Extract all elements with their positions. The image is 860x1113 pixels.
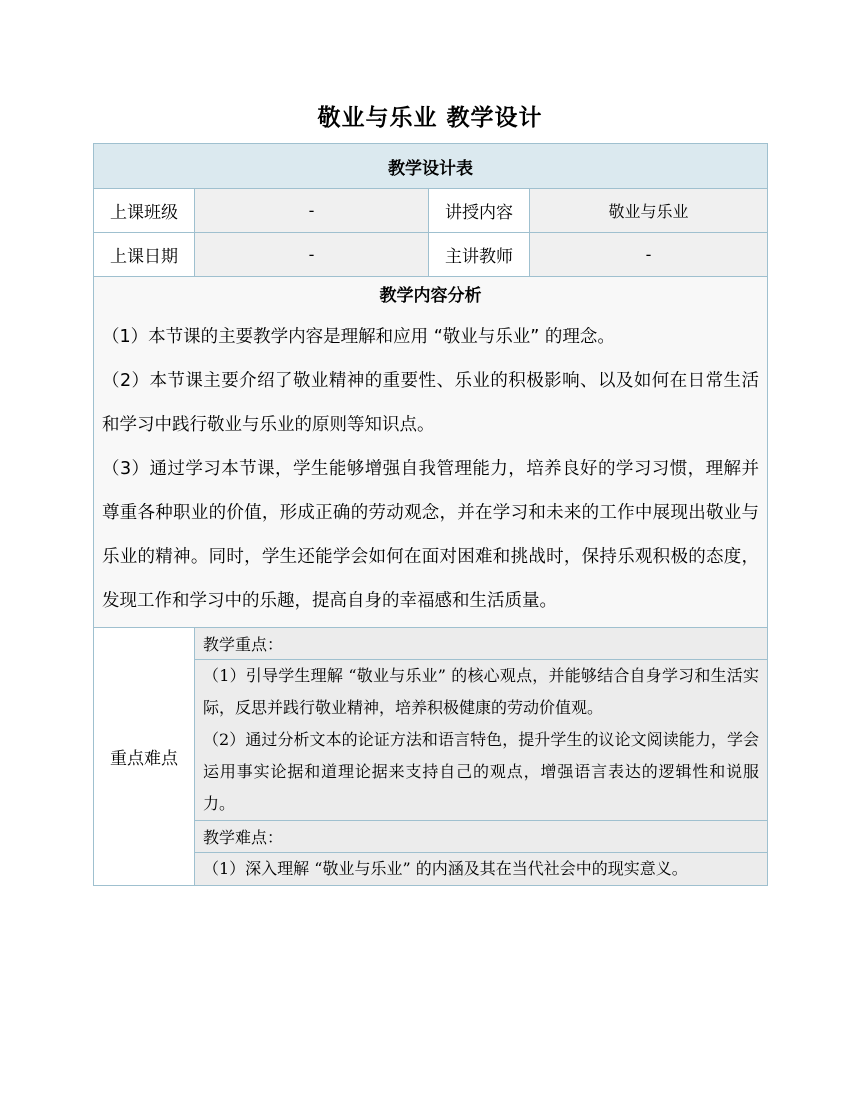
analysis-cell	[94, 277, 768, 628]
table-header: 教学设计表	[94, 144, 768, 189]
focus-title-row	[94, 628, 768, 660]
difficulty-body-row	[94, 853, 768, 886]
table-header-row	[94, 144, 768, 189]
focus-item-1: （1）引导学生理解 “敬业与乐业” 的核心观点，并能够结合自身学习和生活实际，反思并践行敬业精神，培养积极健康的劳动价值观。	[203, 666, 759, 717]
analysis-paragraph-3: （3）通过学习本节课，学生能够增强自我管理能力，培养良好的学习习惯，理解并尊重各种职业的价值，形成正确的劳动观念，并在学习和未来的工作中展现出敬业与乐业的精神。同时，学生还能学会如何在面对困难和挑战时，保持乐观积极的态度，发现工作和学习中的乐趣，提高自身的幸福感和生活质量。	[102, 459, 759, 611]
info-row-date	[94, 233, 768, 277]
class-label: 上课班级	[94, 189, 195, 233]
teacher-label: 主讲教师	[429, 233, 530, 277]
focus-item-2: （2）通过分析文本的论证方法和语言特色，提升学生的议论文阅读能力，学会运用事实论据和道理论据来支持自己的观点，增强语言表达的逻辑性和说服力。	[203, 730, 759, 813]
difficulty-body	[195, 853, 768, 886]
focus-body-row	[94, 660, 768, 821]
analysis-title: 教学内容分析	[379, 286, 482, 306]
key-points-label: 重点难点	[94, 628, 195, 886]
analysis-paragraph-1: （1）本节课的主要教学内容是理解和应用 “敬业与乐业” 的理念。	[102, 327, 615, 347]
info-row-class	[94, 189, 768, 233]
date-label: 上课日期	[94, 233, 195, 277]
content-label: 讲授内容	[429, 189, 530, 233]
date-value: -	[195, 233, 429, 277]
class-value: -	[195, 189, 429, 233]
focus-title: 教学重点：	[195, 628, 768, 660]
difficulty-title: 教学难点：	[195, 821, 768, 853]
teaching-design-table	[93, 143, 768, 886]
document-title: 敬业与乐业 教学设计	[317, 105, 543, 131]
analysis-row	[94, 277, 768, 628]
content-value: 敬业与乐业	[530, 189, 768, 233]
focus-body	[195, 660, 768, 821]
difficulty-item-1: （1）深入理解 “敬业与乐业” 的内涵及其在当代社会中的现实意义。	[203, 859, 688, 878]
difficulty-title-row	[94, 821, 768, 853]
analysis-paragraph-2: （2）本节课主要介绍了敬业精神的重要性、乐业的积极影响、以及如何在日常生活和学习中践行敬业与乐业的原则等知识点。	[102, 371, 759, 435]
teacher-value: -	[530, 233, 768, 277]
